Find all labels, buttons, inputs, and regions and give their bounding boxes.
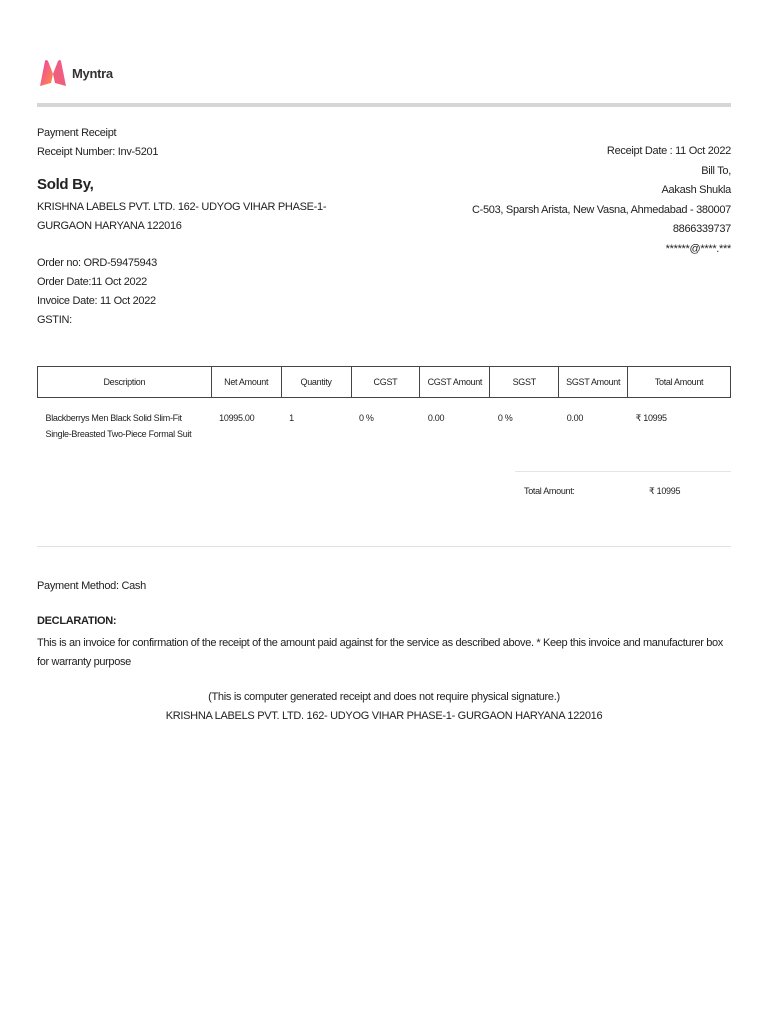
brand-logo	[37, 57, 113, 89]
item-description: Blackberrys Men Black Solid Slim-Fit Single-Breasted Two-Piece Formal Suit	[45, 413, 192, 439]
item-total-amount: ₹ 10995	[635, 413, 667, 423]
seller-section	[37, 124, 377, 330]
column-header: SGST Amount	[559, 367, 628, 398]
order-number: Order no: ORD-59475943	[37, 257, 157, 269]
billing-section	[431, 142, 731, 259]
footer	[37, 688, 731, 726]
column-header: Quantity	[281, 367, 351, 398]
item-net-amount: 10995.00	[219, 413, 255, 423]
item-sgst: 0 %	[497, 413, 513, 423]
totals-divider	[515, 471, 731, 472]
invoice-date: Invoice Date: 11 Oct 2022	[37, 295, 156, 307]
bill-to-label: Bill To,	[701, 164, 731, 177]
receipt-date: Receipt Date : 11 Oct 2022	[606, 145, 731, 157]
footer-address: KRISHNA LABELS PVT. LTD. 162- UDYOG VIHAR PHASE-1- GURGAON HARYANA 122016	[165, 710, 603, 722]
column-header: CGST Amount	[420, 367, 490, 398]
receipt-number: Receipt Number: Inv-5201	[37, 146, 159, 158]
item-cgst-amount: 0.00	[427, 413, 445, 423]
payment-method: Payment Method: Cash	[37, 580, 146, 592]
column-header: Description	[38, 367, 212, 398]
table-header-row	[38, 367, 731, 398]
customer-name: Aakash Shukla	[661, 184, 731, 196]
table-row	[38, 398, 731, 443]
brand-name: Myntra	[72, 65, 113, 81]
footer-note: (This is computer generated receipt and does not require physical signature.)	[208, 691, 560, 703]
order-date: Order Date:11 Oct 2022	[37, 276, 147, 288]
declaration-title: DECLARATION:	[37, 615, 117, 627]
column-header: Net Amount	[211, 367, 281, 398]
section-divider	[37, 546, 731, 547]
item-quantity: 1	[289, 413, 294, 423]
total-amount-label: Total Amount:	[524, 486, 575, 496]
total-amount-value: ₹ 10995	[649, 486, 681, 496]
column-header: Total Amount	[628, 367, 731, 398]
column-header: CGST	[351, 367, 420, 398]
gstin: GSTIN:	[37, 314, 72, 326]
seller-address: KRISHNA LABELS PVT. LTD. 162- UDYOG VIHAR PHASE-1- GURGAON HARYANA 122016	[37, 201, 327, 232]
item-cgst: 0 %	[359, 413, 374, 423]
customer-phone: 8866339737	[672, 223, 731, 235]
column-header: SGST	[490, 367, 559, 398]
items-table	[37, 366, 731, 442]
sold-by-heading: Sold By,	[37, 176, 94, 193]
myntra-m-logo-icon	[37, 57, 69, 89]
header-divider	[37, 103, 731, 107]
declaration-text: This is an invoice for confirmation of the receipt of the amount paid against for the service as described above. * Keep this invoice and manufacturer box for warranty purpose	[37, 637, 723, 668]
customer-address: C-503, Sparsh Arista, New Vasna, Ahmedabad - 380007	[471, 203, 731, 216]
receipt-title: Payment Receipt	[37, 127, 117, 139]
item-sgst-amount: 0.00	[566, 413, 584, 423]
customer-email: ******@****.***	[665, 242, 731, 255]
